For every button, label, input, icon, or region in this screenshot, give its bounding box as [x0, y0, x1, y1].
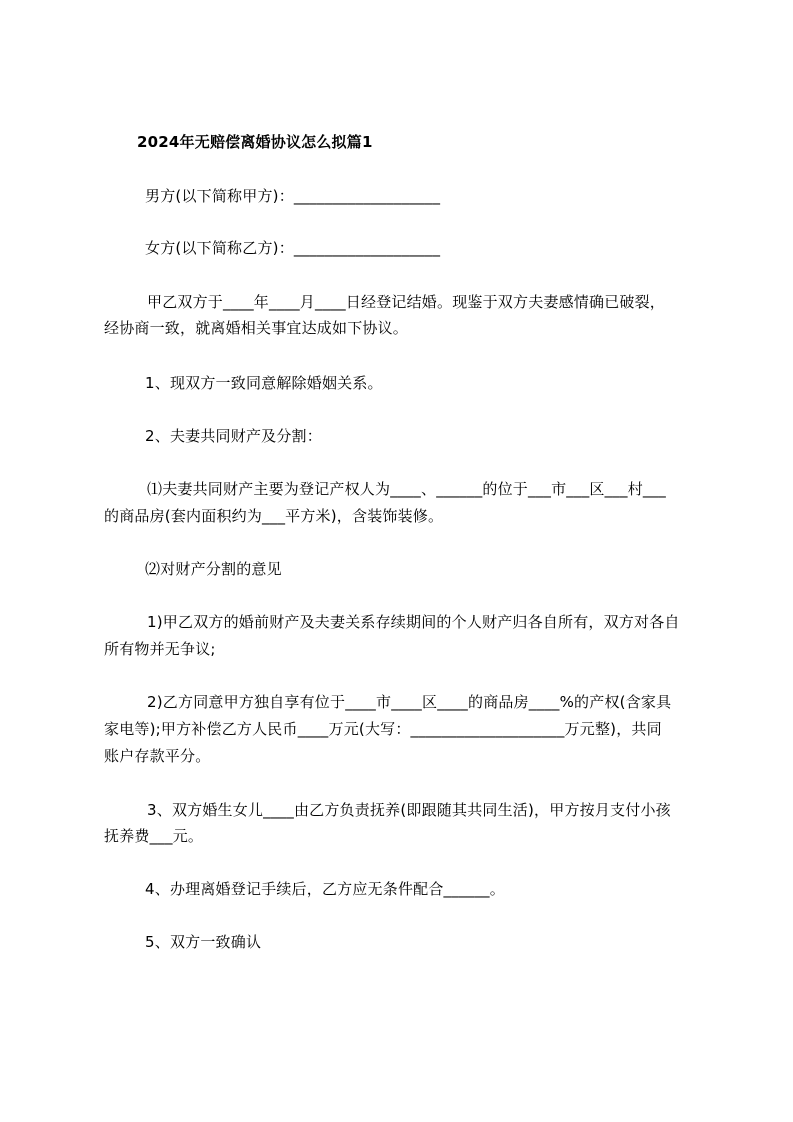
wife-line: 女方(以下简称乙方)：___________________ — [145, 239, 441, 257]
intro-line-1: 甲乙双方于____年____月____日经登记结婚。现鉴于双方夫妻感情确已破裂， — [147, 293, 666, 311]
clause-2-2-2-line-2: 家电等);甲方补偿乙方人民币____万元(大写：____________________万元整)，共同 — [104, 720, 662, 738]
clause-2-2-1-line-2: 所有物并无争议; — [104, 640, 216, 658]
clause-2-2-2-line-3: 账户存款平分。 — [104, 747, 211, 765]
document-title: 2024年无赔偿离婚协议怎么拟篇1 — [137, 133, 373, 151]
clause-2-2-1-line-1: 1)甲乙双方的婚前财产及夫妻关系存续期间的个人财产归各自所有，双方对各自 — [147, 613, 680, 631]
clause-2-1-line-2: 的商品房(套内面积约为___平方米)，含装饰装修。 — [104, 507, 444, 525]
clause-2-1-line-1: ⑴夫妻共同财产主要为登记产权人为____、______的位于___市___区___村___ — [147, 480, 667, 498]
husband-line: 男方(以下简称甲方)：___________________ — [145, 187, 441, 205]
clause-3-line-1: 3、双方婚生女儿____由乙方负责抚养(即跟随其共同生活)，甲方按月支付小孩 — [147, 801, 671, 819]
clause-1: 1、现双方一致同意解除婚姻关系。 — [145, 374, 383, 392]
clause-2-2: ⑵对财产分割的意见 — [145, 560, 282, 578]
clause-4: 4、办理离婚登记手续后，乙方应无条件配合______。 — [145, 880, 505, 898]
clause-3-line-2: 抚养费___元。 — [104, 827, 204, 845]
clause-2: 2、夫妻共同财产及分割： — [145, 427, 322, 445]
intro-line-2: 经协商一致，就离婚相关事宜达成如下协议。 — [104, 319, 409, 337]
clause-2-2-2-line-1: 2)乙方同意甲方独自享有位于____市____区____的商品房____%的产权(含家具 — [147, 693, 672, 711]
clause-5: 5、双方一致确认 — [145, 933, 262, 951]
